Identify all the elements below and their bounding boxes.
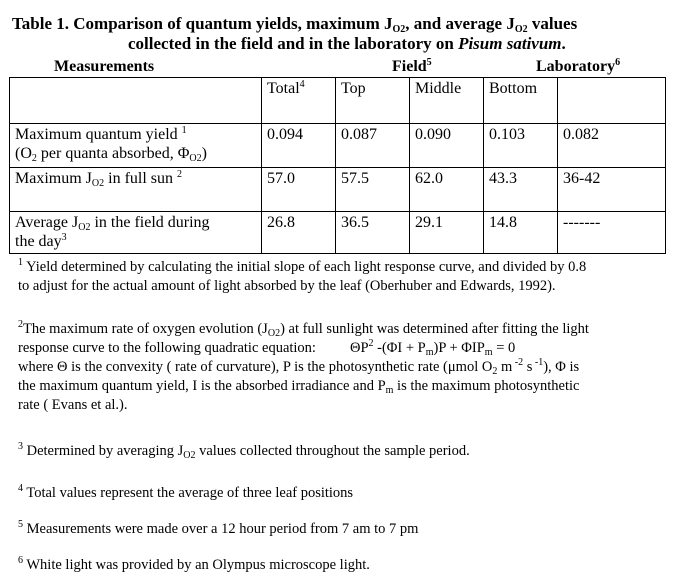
cell-laboratory: 36-42 — [558, 168, 666, 212]
data-table — [9, 77, 666, 254]
table-row — [10, 124, 666, 168]
cell-total: 57.0 — [262, 168, 336, 212]
footnote-4: $^4$ Total values represent the average of three leaf positions — [18, 483, 354, 501]
table-header-row — [10, 78, 666, 124]
cell-top: 0.087 — [336, 124, 410, 168]
row-label: Maximum quantum yield $^1$ ($O_2$ per quanta absorbed, $\Phi_{O2}$) — [10, 124, 262, 168]
cell-total: 26.8 — [262, 212, 336, 254]
col-bottom: Bottom — [484, 78, 558, 124]
laboratory-header: Laboratory$^6$ — [536, 57, 621, 75]
field-header: Field$^5$ — [392, 57, 432, 75]
cell-top: 57.5 — [336, 168, 410, 212]
footnote-2: $^2$The maximum rate of oxygen evolution $(J_{O2})$ at full sunlight was determined after fitting the light response curve to the following quadratic equation: $\Theta P^2$ $-(\Phi I + P_m)P + \Phi IP_m = 0$ where Θ is the convexity ( rate of curvature), P is the photosynthetic rate (μmol $O_2$ m $^{-2}$ s $^{-1}$), Φ is the maximum quantum yield, I is the absorbed irradiance and $P_m$ is the maximum photosynthetic rate ( Evans et al.). — [18, 319, 589, 413]
row-label: Average $J_{O2}$ in the field during the day$^3$ — [10, 212, 262, 254]
cell-top: 36.5 — [336, 212, 410, 254]
footnote-6: $^6$ White light was provided by an Olympus microscope light. — [18, 555, 370, 573]
col-laboratory — [558, 78, 666, 124]
measurements-header: Measurements — [54, 58, 155, 75]
row-label: Maximum $J_{O2}$ in full sun $^2$ — [10, 168, 262, 212]
cell-bottom: 0.103 — [484, 124, 558, 168]
cell-middle: 62.0 — [410, 168, 484, 212]
col-total: Total$^4$ — [262, 78, 336, 124]
footnote-5: $^5$ Measurements were made over a 12 hour period from 7 am to 7 pm — [18, 519, 419, 537]
footnote-3: $^3$ Determined by averaging $J_{O2}$ values collected throughout the sample period. — [18, 441, 470, 461]
footnote-1: $^1$ Yield determined by calculating the initial slope of each light response curve, and divided by 0.8 to adjust for the actual amount of light absorbed by the leaf (Oberhuber and Edwards, 1992). — [18, 257, 587, 294]
cell-total: 0.094 — [262, 124, 336, 168]
quadratic-equation: $\Theta P^2$ $-(\Phi I + P_m)P + \Phi IP_m = 0$ — [349, 338, 516, 358]
cell-middle: 0.090 — [410, 124, 484, 168]
cell-bottom: 14.8 — [484, 212, 558, 254]
cell-laboratory: ------- — [558, 212, 666, 254]
table-title: Table 1. Comparison of quantum yields, maximum $J_{O2}$, and average $J_{O2}$ values collected in the field and in the laboratory on Pisum sativum. — [12, 14, 578, 53]
header-blank-cell — [10, 78, 262, 124]
table-row — [10, 168, 666, 212]
table-row — [10, 212, 666, 254]
col-middle: Middle — [410, 78, 484, 124]
cell-bottom: 43.3 — [484, 168, 558, 212]
cell-laboratory: 0.082 — [558, 124, 666, 168]
cell-middle: 29.1 — [410, 212, 484, 254]
col-top: Top — [336, 78, 410, 124]
